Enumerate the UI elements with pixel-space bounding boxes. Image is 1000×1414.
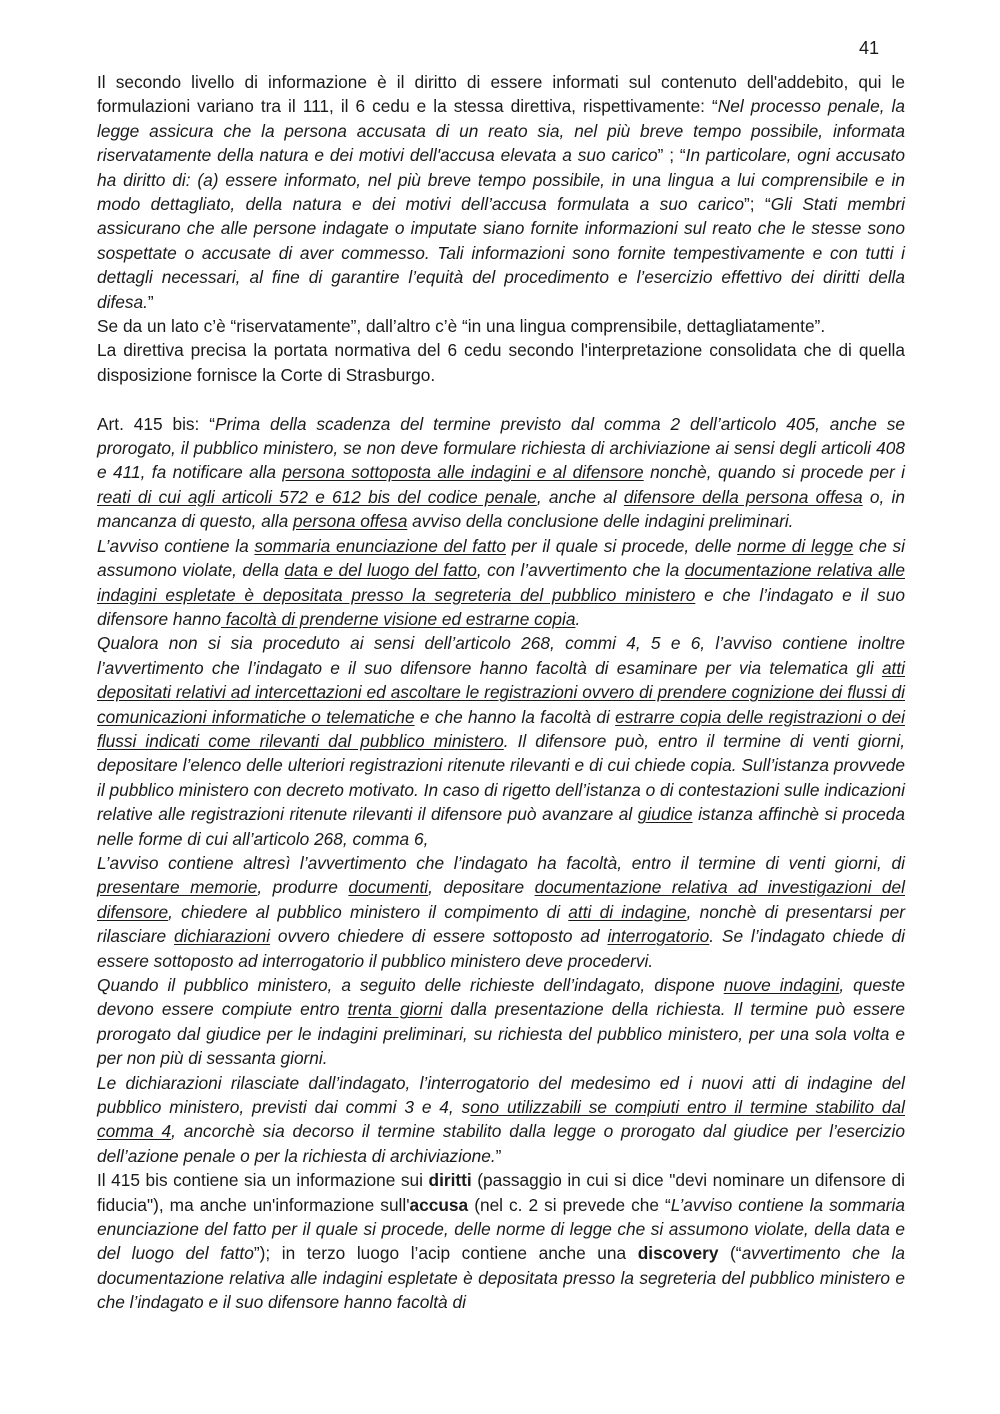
underlined-run: trenta giorni bbox=[347, 999, 443, 1020]
text-run: ” ; “ bbox=[657, 145, 686, 166]
text-run: (“ bbox=[718, 1243, 742, 1264]
text-run: Il 415 bis contiene sia un informazione sui bbox=[97, 1170, 429, 1191]
bold-run: accusa bbox=[409, 1194, 469, 1215]
italic-run: o, in mancanza di questo, alla bbox=[97, 486, 905, 532]
italic-run: L’avviso contiene altresì l’avvertimento che l’indagato ha facoltà, entro il termine di venti giorni, di bbox=[97, 852, 905, 873]
italic-run: , con l’avvertimento che la bbox=[476, 560, 685, 581]
underlined-run: persona offesa bbox=[292, 511, 408, 532]
paragraph-facolta-indagato bbox=[97, 851, 905, 973]
underlined-run: presentare memorie bbox=[97, 877, 258, 898]
text-run: ”; “ bbox=[744, 194, 771, 215]
underlined-run: sommaria enunciazione del fatto bbox=[254, 535, 506, 556]
italic-run: L’avviso contiene la sommaria enunciazione del fatto per il quale si procede, delle norme di legge che si assumono violate, della data e del luogo del fatto bbox=[97, 1194, 906, 1264]
text-run: ”); in terzo luogo l’acip contiene anche una bbox=[253, 1243, 638, 1264]
underlined-run: reati di cui agli articoli 572 e 612 bis del codice penale bbox=[97, 486, 537, 507]
italic-run: Qualora non si sia proceduto ai sensi dell’articolo 268, commi 4, 5 e 6, l’avviso contiene inoltre l’avvertimento che l’indagato e il suo difensore hanno facoltà di esaminare per via telematica gli bbox=[97, 633, 905, 678]
paragraph-art-415-bis bbox=[97, 412, 905, 534]
underlined-run: atti di indagine bbox=[568, 901, 687, 922]
italic-run: Le dichiarazioni rilasciate dall’indagato, l’interrogatorio del medesimo ed i nuovi atti di indagine del pubblico ministero, previsti dai commi 3 e 4, s bbox=[97, 1072, 905, 1118]
italic-run: nonchè, quando si procede per i bbox=[643, 462, 906, 483]
underlined-run: documentazione relativa ad investigazioni del difensore bbox=[97, 877, 905, 922]
paragraph-avviso-content bbox=[97, 534, 905, 632]
underlined-run: difensore della persona offesa bbox=[623, 486, 863, 507]
document-body bbox=[97, 70, 905, 1315]
italic-run: e che l’indagato e il suo difensore hanno bbox=[97, 584, 905, 629]
underlined-run: interrogatorio bbox=[607, 926, 710, 947]
page-number: 41 bbox=[859, 38, 880, 58]
italic-run: Prima della scadenza del termine previsto dal comma 2 dell’articolo 405, anche se prorogato, il pubblico ministero, se non deve formulare richiesta di archiviazione ai sensi degli articoli 408 e 411, fa notificare alla bbox=[97, 413, 905, 483]
italic-run: . Se l’indagato chiede di essere sottoposto ad interrogatorio il pubblico ministero deve procedervi. bbox=[97, 926, 905, 971]
italic-run: Quando il pubblico ministero, a seguito delle richieste dell’indagato, dispone bbox=[97, 975, 724, 996]
bold-run: discovery bbox=[637, 1243, 719, 1264]
paragraph-comparison: Se da un lato c’è “riservatamente”, dall’altro c’è “in una lingua comprensibile, dettagliatamente”. bbox=[97, 316, 826, 337]
text-run: ” bbox=[495, 1145, 502, 1166]
italic-run: , queste devono essere compiute entro bbox=[97, 975, 905, 1020]
underlined-run: ono utilizzabili se compiuti entro il termine stabilito dal comma 4 bbox=[97, 1097, 905, 1142]
italic-run: avviso della conclusione delle indagini preliminari. bbox=[407, 511, 794, 532]
underlined-run: facoltà di prenderne visione ed estrarne copia bbox=[220, 608, 576, 629]
text-run: ” bbox=[147, 291, 154, 312]
italic-run: , depositare bbox=[428, 877, 535, 898]
paragraph-spacer bbox=[97, 387, 905, 411]
italic-run: dalla presentazione della richiesta. Il termine può essere prorogato dal giudice per le indagini preliminari, su richiesta del pubblico ministero, per una sola volta e per non più di sessanta giorni. bbox=[97, 999, 905, 1069]
bold-run: diritti bbox=[428, 1170, 472, 1191]
underlined-run: data e del luogo del fatto bbox=[284, 560, 477, 581]
italic-run: per il quale si procede, delle bbox=[505, 535, 738, 556]
italic-run: che si assumono violate, della bbox=[97, 535, 905, 581]
quote-art-6-cedu: In particolare, ogni accusato ha diritto di: (a) essere informato, nel più breve tempo possibile, in una lingua a lui comprensibile e in modo dettagliato, della natura e dei motivi dell’accusa formulata a suo carico bbox=[97, 145, 905, 215]
italic-run: e che hanno la facoltà di bbox=[414, 706, 616, 727]
text-run: (passaggio in cui si dice "devi nominare un difensore di fiducia"), ma anche un'informazione sull' bbox=[97, 1170, 905, 1215]
quote-directive: Gli Stati membri assicurano che alle persone indagate o imputate siano fornite informazioni sul reato che le stesse sono sospettate o accusate di aver commesso. Tali informazioni sono fornite tempestivamente e con tutti i dettagli necessari, al fine di garantire l’equità del procedimento e l’esercizio effettivo dei diritti della difesa. bbox=[97, 194, 905, 312]
italic-run: . Il difensore può, entro il termine di venti giorni, depositare l’elenco delle ulteriori registrazioni ritenute rilevanti e di cui chiede copia. Sull’istanza provvede il pubblico ministero con decreto motivato. In caso di rigetto dell’istanza o di contestazioni sulle indicazioni relative alle registrazioni ritenute rilevanti il difensore può avanzare al bbox=[97, 730, 905, 825]
underlined-run: giudice bbox=[637, 804, 693, 825]
italic-run: , chiedere al pubblico ministero il compimento di bbox=[168, 901, 569, 922]
quote-art-111: Nel processo penale, la legge assicura che la persona accusata di un reato sia, nel più breve tempo possibile, informata riservatamente della natura e dei motivi dell'accusa elevata a suo carico bbox=[97, 96, 905, 166]
text-run: (nel c. 2 si prevede che “ bbox=[468, 1194, 671, 1215]
italic-run: . bbox=[575, 608, 581, 629]
underlined-run: atti depositati relativi ad intercettazioni ed ascoltare le registrazioni ovvero di prendere cognizione dei flussi di comunicazioni informatiche o telematiche bbox=[97, 657, 905, 727]
italic-run: L’avviso contiene la bbox=[97, 535, 255, 556]
text-run: Art. 415 bis: “ bbox=[97, 413, 215, 434]
underlined-run: persona sottoposta alle indagini e al difensore bbox=[282, 462, 644, 483]
paragraph-dichiarazioni bbox=[97, 1071, 905, 1169]
italic-run: ovvero chiedere di essere sottoposto ad bbox=[270, 926, 608, 947]
underlined-run: dichiarazioni bbox=[174, 926, 271, 947]
underlined-run: estrarre copia delle registrazioni o dei flussi indicati come rilevanti dal pubblico ministero bbox=[97, 706, 905, 751]
paragraph-commentary bbox=[97, 1168, 905, 1314]
italic-run: , anche al bbox=[536, 486, 624, 507]
paragraph-nuove-indagini bbox=[97, 973, 905, 1071]
paragraph-directive: La direttiva precisa la portata normativa del 6 cedu secondo l'interpretazione consolidata che di quella disposizione fornisce la Corte di Strasburgo. bbox=[97, 340, 905, 385]
underlined-run: norme di legge bbox=[737, 535, 854, 556]
italic-run: , nonchè di presentarsi per rilasciare bbox=[97, 901, 905, 947]
paragraph-information-right bbox=[97, 70, 905, 314]
italic-run: , ancorchè sia decorso il termine stabilito dalla legge o prorogato dal giudice per l’esercizio dell’azione penale o per la richiesta di archiviazione. bbox=[97, 1121, 905, 1166]
underlined-run: nuove indagini bbox=[723, 975, 840, 996]
underlined-run: documentazione relativa alle indagini espletate è depositata presso la segreteria del pubblico ministero bbox=[97, 560, 906, 605]
italic-run: avvertimento che la documentazione relativa alle indagini espletate è depositata presso la segreteria del pubblico ministero e che l’indagato e il suo difensore hanno facoltà di bbox=[97, 1243, 906, 1313]
paragraph-intercettazioni bbox=[97, 631, 905, 851]
underlined-run: documenti bbox=[348, 877, 429, 898]
italic-run: , produrre bbox=[257, 877, 349, 898]
text-run: Il secondo livello di informazione è il diritto di essere informati sul contenuto dell'addebito, qui le formulazioni variano tra il 111, il 6 cedu e la stessa direttiva, rispettivamente: “ bbox=[97, 72, 905, 117]
italic-run: istanza affinchè si proceda nelle forme di cui all’articolo 268, comma 6, bbox=[97, 804, 906, 849]
